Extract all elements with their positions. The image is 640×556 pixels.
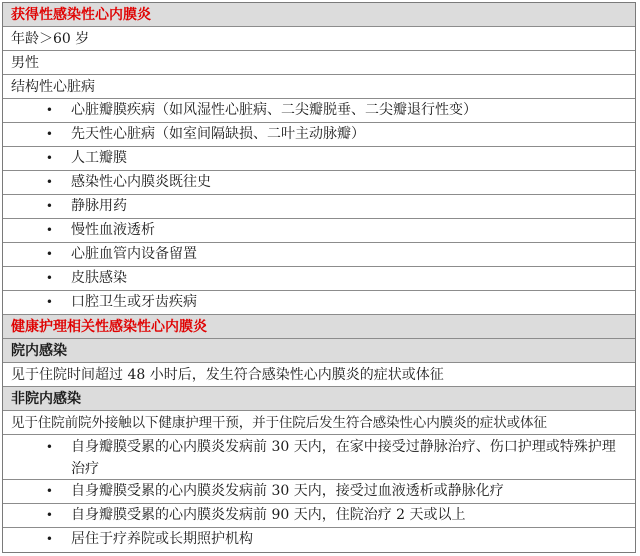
section-title-healthcare: 健康护理相关性感染性心内膜炎 <box>11 318 207 335</box>
list-item-text: 心脏血管内设备留置 <box>71 246 197 262</box>
row-age <box>3 27 635 51</box>
list-item <box>3 291 635 315</box>
row-age-text: 年龄＞60 岁 <box>11 30 90 47</box>
list-item <box>3 504 635 528</box>
risk-factor-table <box>2 2 636 553</box>
list-item-text: 自身瓣膜受累的心内膜炎发病前 30 天内，在家中接受过静脉治疗、伤口护理或特殊护理治疗 <box>71 439 616 477</box>
list-item <box>3 219 635 243</box>
row-male-text: 男性 <box>11 54 39 71</box>
sub-title-non-nosocomial: 非院内感染 <box>11 390 81 407</box>
list-item <box>3 123 635 147</box>
list-item <box>3 243 635 267</box>
bullet-icon: • <box>45 151 53 165</box>
list-item-text: 口腔卫生或牙齿疾病 <box>71 294 197 310</box>
list-item <box>3 528 635 552</box>
bullet-icon: • <box>45 223 53 237</box>
bullet-icon: • <box>45 484 53 498</box>
list-item-text: 慢性血液透析 <box>71 222 155 238</box>
list-item-text: 感染性心内膜炎既往史 <box>71 174 211 190</box>
row-male <box>3 51 635 75</box>
list-item-text: 自身瓣膜受累的心内膜炎发病前 30 天内，接受过血液透析或静脉化疗 <box>71 483 504 499</box>
sub-title-nosocomial: 院内感染 <box>11 342 67 359</box>
non-nosocomial-definition-text: 见于住院前院外接触以下健康护理干预，并于住院后发生符合感染性心内膜炎的症状或体征 <box>11 414 547 431</box>
bullet-icon: • <box>45 440 53 454</box>
list-item-text: 自身瓣膜受累的心内膜炎发病前 90 天内，住院治疗 2 天或以上 <box>71 507 466 523</box>
bullet-icon: • <box>45 247 53 261</box>
list-item-text: 皮肤感染 <box>71 270 127 286</box>
list-item <box>3 147 635 171</box>
nosocomial-definition-text: 见于住院时间超过 48 小时后，发生符合感染性心内膜炎的症状或体征 <box>11 366 444 383</box>
sub-header-non-nosocomial <box>3 387 635 411</box>
row-non-nosocomial-definition <box>3 411 635 435</box>
bullet-icon: • <box>45 175 53 189</box>
list-item <box>3 267 635 291</box>
list-item-text: 静脉用药 <box>71 198 127 214</box>
list-item <box>3 435 635 480</box>
list-item-text: 人工瓣膜 <box>71 150 127 166</box>
list-item <box>3 171 635 195</box>
list-item-text: 心脏瓣膜疾病（如风湿性心脏病、二尖瓣脱垂、二尖瓣退行性变） <box>71 102 477 118</box>
list-item <box>3 99 635 123</box>
bullet-icon: • <box>45 103 53 117</box>
list-item <box>3 480 635 504</box>
bullet-icon: • <box>45 532 53 546</box>
section-title-acquired: 获得性感染性心内膜炎 <box>11 6 151 23</box>
bullet-icon: • <box>45 199 53 213</box>
bullet-icon: • <box>45 295 53 309</box>
bullet-icon: • <box>45 271 53 285</box>
bullet-icon: • <box>45 508 53 522</box>
list-item-text: 先天性心脏病（如室间隔缺损、二叶主动脉瓣） <box>71 126 365 142</box>
section-header-acquired <box>3 3 635 27</box>
row-structural-text: 结构性心脏病 <box>11 78 95 95</box>
list-item-text: 居住于疗养院或长期照护机构 <box>71 531 253 547</box>
row-nosocomial-definition <box>3 363 635 387</box>
list-item <box>3 195 635 219</box>
bullet-icon: • <box>45 127 53 141</box>
section-header-healthcare <box>3 315 635 339</box>
sub-header-nosocomial <box>3 339 635 363</box>
row-structural-heart-disease <box>3 75 635 99</box>
